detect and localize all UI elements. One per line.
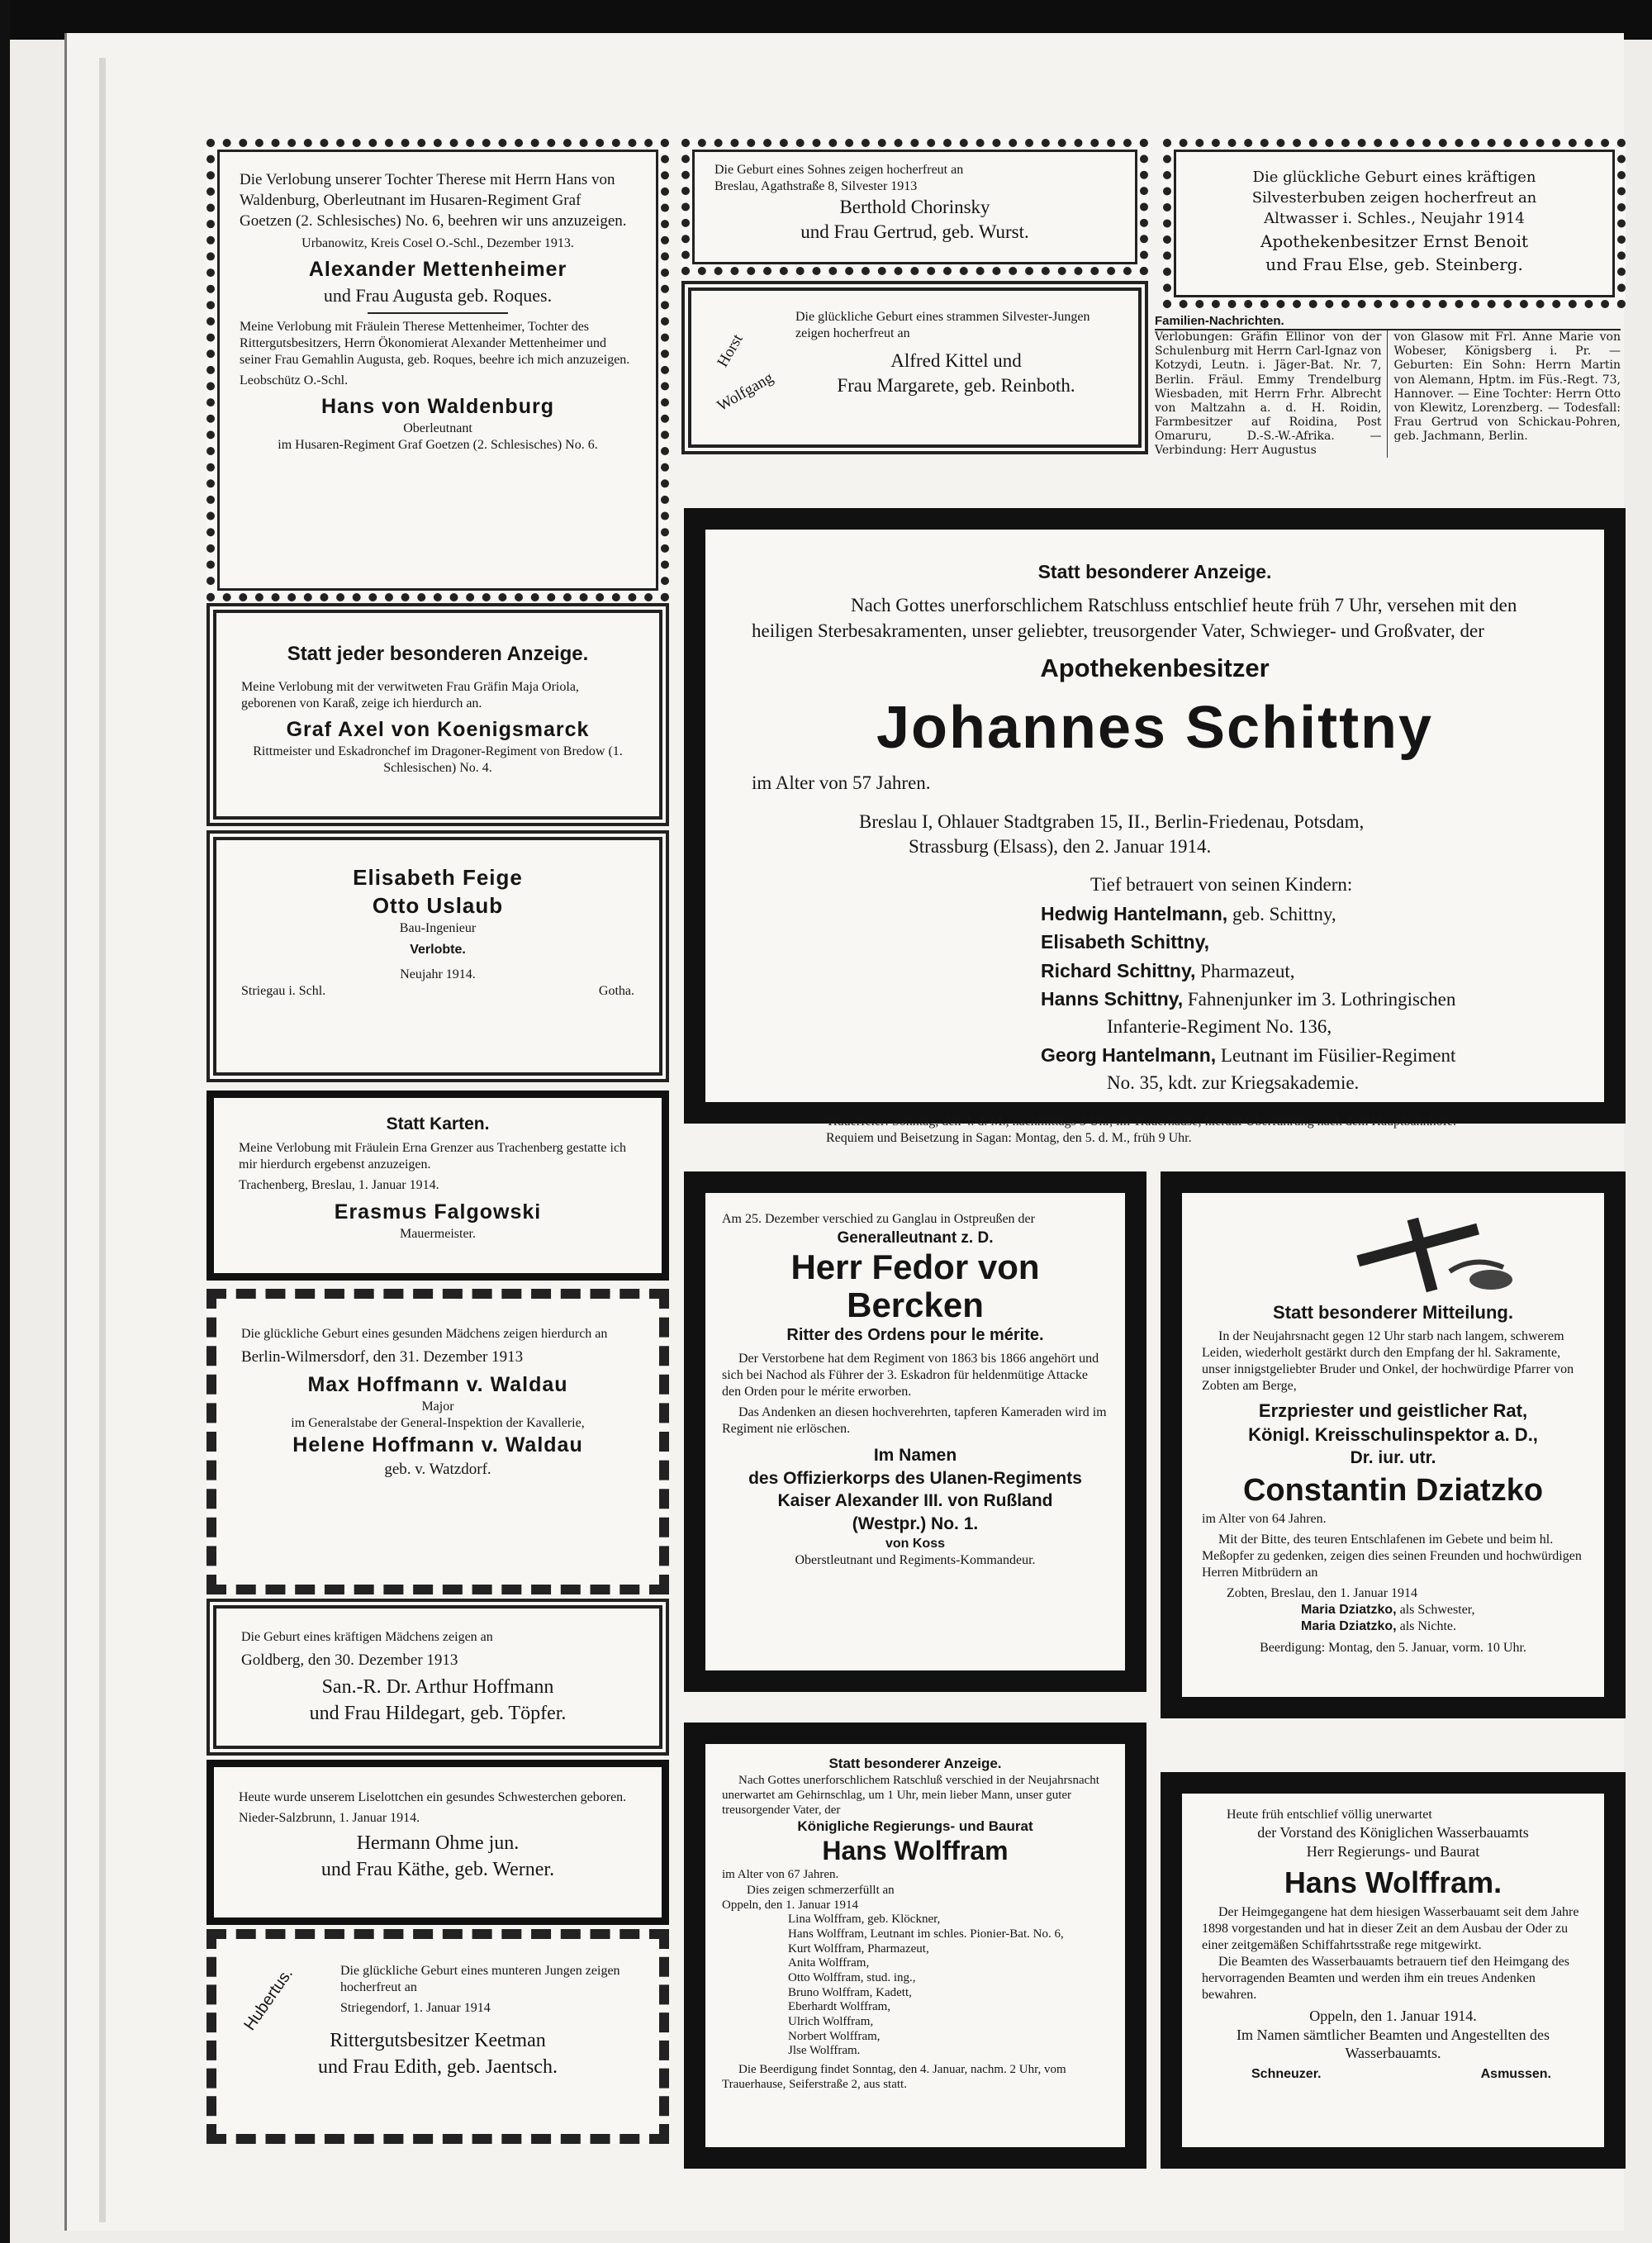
- family-member: Anita Wolffram,: [788, 1956, 870, 1970]
- notice-name: Rittergutsbesitzer Keetman: [330, 2030, 546, 2051]
- family-member: Ulrich Wolffram,: [788, 2015, 874, 2029]
- notice-text: im Generalstabe der General-Inspektion der Kavallerie,: [291, 1416, 585, 1431]
- page-fold-shadow: [99, 58, 106, 2222]
- deceased-title: Königl. Kreisschulinspektor a. D.,: [1248, 1424, 1538, 1446]
- child-detail: Leutnant im Füsilier-Regiment: [1216, 1044, 1456, 1066]
- birth-notice-ohme: [206, 1760, 669, 1925]
- engagement-notice-falgowski: [206, 1091, 669, 1281]
- notice-date: Neujahr 1914.: [400, 967, 476, 981]
- signature-title: Oberstleutnant und Regiments-Kommandeur.: [795, 1552, 1036, 1567]
- family-member: Norbert Wolffram,: [788, 2029, 881, 2043]
- obituary-wolffram-office: [1161, 1772, 1626, 2169]
- notice-text: Die glückliche Geburt eines kräftigen Silvesterbuben zeigen hocherfreut an: [1251, 169, 1537, 207]
- obituary-schittny: [684, 508, 1626, 1146]
- child-detail: No. 35, kdt. zur Kriegsakademie.: [1107, 1072, 1360, 1093]
- notice-regiment: im Husaren-Regiment Graf Goetzen (2. Schlesisches) No. 6.: [278, 438, 598, 453]
- deceased-title: Erzpriester und geistlicher Rat,: [1258, 1400, 1528, 1422]
- signature-name: Schneuzer.: [1251, 2066, 1322, 2081]
- notice-name: Frau Margarete, geb. Reinboth.: [837, 375, 1075, 397]
- child-detail: Infanterie-Regiment No. 136,: [1107, 1016, 1332, 1038]
- birth-notice-hoffmann-waldau: [206, 1289, 669, 1594]
- deceased-name: Constantin Dziatzko: [1242, 1472, 1544, 1508]
- notice-name: Hans von Waldenburg: [321, 395, 554, 419]
- children-list: [1041, 901, 1558, 1096]
- notice-heading: Statt jeder besonderen Anzeige.: [287, 643, 589, 665]
- signature-name: von Koss: [885, 1536, 945, 1551]
- child-name: Richard Schittny,: [1041, 959, 1196, 981]
- child-detail: Fahnenjunker im 3. Lothringischen: [1183, 988, 1456, 1010]
- notice-place: Striegendorf, 1. Januar 1914: [340, 2001, 491, 2015]
- deceased-name: Johannes Schittny: [876, 695, 1434, 762]
- notice-name: Otto Uslaub: [372, 893, 504, 919]
- notice-text: Nach Gottes unerforschlichem Ratschluß verschied in der Neujahrsnacht unerwartet am Gehirnschlag, um 1 Uhr, mein lieber Mann, unser guter treusorgender Vater, der: [722, 1773, 1099, 1818]
- notice-text: Herr Regierungs- und Baurat: [1306, 1842, 1480, 1860]
- notice-status: Verlobte.: [410, 942, 466, 957]
- notice-place: Oppeln, den 1. Januar 1914.: [1309, 2008, 1477, 2024]
- notice-heading: Statt Karten.: [386, 1114, 490, 1133]
- notice-job: Bau-Ingenieur: [399, 920, 477, 935]
- section-heading: Familien-Nachrichten.: [1155, 314, 1621, 330]
- notice-place: Altwasser i. Schles., Neujahr 1914: [1264, 210, 1525, 228]
- side-name: Horst: [714, 330, 747, 371]
- notice-text: Nach Gottes unerforschlichem Ratschluss entschlief heute früh 7 Uhr, versehen mit den heiligen Sterbesakramenten, unser geliebter, treusorgender Vater, Schwieger- und Großvater, der: [752, 595, 1517, 642]
- deceased-title: Dr. iur. utr.: [1350, 1448, 1436, 1468]
- notice-name: San.-R. Dr. Arthur Hoffmann: [321, 1676, 554, 1699]
- notice-name: Hermann Ohme jun.: [356, 1832, 520, 1854]
- notice-text: der Vorstand des Königlichen Wasserbauamts: [1257, 1824, 1529, 1841]
- family-member: Jlse Wolffram.: [788, 2044, 861, 2058]
- signature-line: Im Namen sämtlicher Beamten und Angestellten des Wasserbauamts.: [1237, 2026, 1550, 2061]
- notice-text: Meine Verlobung mit Fräulein Therese Mettenheimer, Tochter des Rittergutsbesitzers, Herrn Ökonomierat Alexander Mettenheimer und seiner Frau Gemahlin Augusta, geb. Roques, beehre ich mich anzuzeigen.: [240, 320, 630, 368]
- family-member: Bruno Wolffram, Kadett,: [788, 1985, 912, 1999]
- notice-place: Leobschütz O.-Schl.: [240, 373, 349, 388]
- deceased-order: Ritter des Ordens pour le mérite.: [786, 1326, 1044, 1345]
- child-name: Georg Hantelmann,: [1041, 1043, 1217, 1066]
- deceased-age: im Alter von 67 Jahren.: [722, 1868, 839, 1882]
- child-name: Hedwig Hantelmann,: [1041, 902, 1228, 924]
- deceased-age: im Alter von 57 Jahren.: [752, 772, 931, 794]
- divider: [368, 312, 508, 314]
- notice-place: Nieder-Salzbrunn, 1. Januar 1914.: [239, 1811, 420, 1825]
- notice-place: Trachenberg, Breslau, 1. Januar 1914.: [239, 1177, 439, 1192]
- child-detail: Pharmazeut,: [1195, 960, 1295, 981]
- deceased-name: Hans Wolffram.: [1284, 1865, 1502, 1899]
- obituary-wolffram-family: [684, 1723, 1146, 2169]
- notice-name: Alexander Mettenheimer: [308, 258, 567, 282]
- notice-places: [241, 983, 634, 1000]
- relative-detail: als Nichte.: [1396, 1618, 1457, 1633]
- notice-rank: Oberleutnant: [403, 421, 472, 436]
- obituary-dziatzko: [1161, 1171, 1626, 1718]
- notice-name: und Frau Gertrud, geb. Wurst.: [800, 221, 1029, 243]
- family-member: Lina Wolffram, geb. Klöckner,: [788, 1913, 941, 1927]
- notice-text: Heute wurde unserem Liselottchen ein gesundes Schwesterchen geboren.: [239, 1790, 627, 1804]
- notice-place: Striegau i. Schl.: [241, 983, 326, 998]
- engagement-notice-mettenheimer: [206, 139, 669, 601]
- obituary-bercken: [684, 1171, 1146, 1692]
- notice-text: Meine Verlobung mit Fräulein Erna Grenzer aus Trachenberg gestatte ich mir hierdurch ergebenst anzuzeigen.: [239, 1140, 627, 1171]
- notice-name: Berthold Chorinsky: [839, 197, 990, 217]
- deceased-name: Herr Fedor von Bercken: [790, 1247, 1040, 1325]
- funeral-info: Die Beerdigung findet Sonntag, den 4. Januar, nachm. 2 Uhr, vom Trauerhause, Seiferstraße 2, aus statt.: [722, 2063, 1066, 2092]
- family-list: [788, 1913, 1108, 2059]
- notice-job: Mauermeister.: [400, 1226, 476, 1241]
- notice-text: In der Neujahrsnacht gegen 12 Uhr starb nach langem, schwerem Leiden, wiederholt gestärkt durch den Empfang der hl. Sakramente, unser innigstgeliebter Bruder und Onkel, der hochwürdige Pfarrer von Zobten am Berge,: [1202, 1329, 1574, 1394]
- notice-name: Elisabeth Feige: [353, 865, 523, 890]
- child-name: Hanns Schittny,: [1041, 987, 1184, 1010]
- engagement-notice-feige-uslaub: [206, 830, 669, 1082]
- deceased-title: Königliche Regierungs- und Baurat: [797, 1818, 1033, 1834]
- side-name: Hubertus.: [240, 1965, 297, 2034]
- child-detail: geb. Schittny,: [1227, 903, 1336, 924]
- signatures: [1202, 2063, 1584, 2083]
- relative-name: Maria Dziatzko,: [1301, 1618, 1397, 1633]
- deceased-rank: Generalleutnant z. D.: [837, 1229, 994, 1247]
- notice-text: Die Verlobung unserer Tochter Therese mit Herrn Hans von Waldenburg, Oberleutnant im Husaren-Regiment Graf Goetzen (2. Schlesisches) No. 6, beehren wir uns anzuzeigen.: [240, 171, 627, 230]
- notice-place: Berlin-Wilmersdorf, den 31. Dezember 1913: [241, 1348, 524, 1366]
- family-member: Hans Wolffram, Leutnant im schles. Pionier-Bat. No. 6,: [788, 1927, 1064, 1941]
- funeral-info: Trauerfeier: Sonntag, den 4. d. M., nachmittags 3 Uhr, im Trauerhause; hierauf Überführung nach dem Hauptbahnhofe.: [826, 1114, 1457, 1129]
- deceased-title: Apothekenbesitzer: [1040, 653, 1270, 683]
- notice-name: und Frau Else, geb. Steinberg.: [1265, 254, 1523, 274]
- notice-place: Strassburg (Elsass), den 2. Januar 1914.: [909, 836, 1212, 858]
- notice-place: Zobten, Breslau, den 1. Januar 1914: [1227, 1585, 1418, 1600]
- notice-text: Der Verstorbene hat dem Regiment von 1863 bis 1866 angehört und sich bei Nachod als Führer der 3. Eskadron für heldenmütige Attacke den Orden pour le mérite erworben.: [722, 1351, 1099, 1399]
- relative-detail: als Schwester,: [1396, 1602, 1475, 1617]
- scan-border-left: [0, 0, 10, 2243]
- relative-name: Maria Dziatzko,: [1301, 1602, 1397, 1617]
- notice-name: Erasmus Falgowski: [334, 1200, 542, 1224]
- deceased-name: Hans Wolffram: [822, 1836, 1009, 1866]
- family-news-right: von Glasow mit Frl. Anne Marie von Wobeser, Königsberg i. Pr. — Geburten: Ein Sohn: Herrn Martin von Alemann, Hptm. im Füs.-Regt. 73, Hannover. — Eine Tochter: Herrn Otto von Klewitz, Lorenzberg. — Todesfall: Frau Gertrud von Schickau-Pohren, geb. Jachmann, Berlin.: [1393, 330, 1621, 443]
- signature-line: (Westpr.) No. 1.: [852, 1514, 979, 1533]
- family-news-column: [1150, 312, 1626, 457]
- notice-name: und Frau Edith, geb. Jaentsch.: [318, 2055, 558, 2078]
- notice-text: Dies zeigen schmerzerfüllt an: [747, 1883, 895, 1897]
- notice-text: Der Heimgegangene hat dem hiesigen Wasserbauamt seit dem Jahre 1898 vorgestanden und hat in dieser Zeit an dem Ausbau der Oder zu einer zeitgemäßen Schiffahrtsstraße rege mitgewirkt.: [1202, 1905, 1579, 1952]
- side-name: Wolfgang: [714, 368, 776, 416]
- notice-text: Die Beamten des Wasserbauamts betrauern tief den Heimgang des hervorragenden Beamten und werden ihm ein treues Andenken bewahren.: [1202, 1955, 1569, 2002]
- signature-line: Im Namen: [873, 1445, 957, 1465]
- notice-name: Alfred Kittel und: [890, 350, 1022, 371]
- birth-notice-kittel: [681, 281, 1148, 454]
- family-member: Otto Wolffram, stud. ing.,: [788, 1971, 916, 1985]
- funeral-info: Beerdigung: Montag, den 5. Januar, vorm. 10 Uhr.: [1260, 1640, 1526, 1655]
- family-news-left: Verlobungen: Gräfin Ellinor von der Schulenburg mit Herrn Carl-Ignaz von Kotzydi, Leutn. i. Jäger-Bat. Nr. 7, Berlin. Fräul. Emmy Trendelburg Wiesbaden, mit Herrn Frhr. Albrecht von Maltzahn a. d. H. Roidin, Farmbesitzer auf Roidina, Post Omaruru, D.-S.-W.-Afrika. — Verbindung: Herr Augustus: [1155, 330, 1388, 458]
- notice-text: Die glückliche Geburt eines gesunden Mädchens zeigen hierdurch an: [241, 1327, 608, 1341]
- family-member: Kurt Wolffram, Pharmazeut,: [788, 1941, 929, 1955]
- mourning-line: Tief betrauert von seinen Kindern:: [1090, 874, 1353, 896]
- funeral-info: Requiem und Beisetzung in Sagan: Montag, den 5. d. M., früh 9 Uhr.: [826, 1131, 1192, 1146]
- notice-name: Helene Hoffmann v. Waldau: [292, 1433, 583, 1457]
- birth-notice-keetman: [206, 1929, 669, 2144]
- notice-rank: Major: [421, 1399, 454, 1414]
- notice-place: Goldberg, den 30. Dezember 1913: [241, 1651, 458, 1669]
- notice-name: geb. v. Watzdorf.: [384, 1461, 491, 1479]
- signature-line: des Offizierkorps des Ulanen-Regiments: [748, 1468, 1082, 1488]
- child-name: Elisabeth Schittny,: [1041, 931, 1210, 953]
- engagement-notice-koenigsmarck: [206, 603, 669, 826]
- notice-place: Gotha.: [598, 983, 634, 998]
- signature-line: Kaiser Alexander III. von Rußland: [777, 1491, 1053, 1511]
- cross-icon: [1202, 1209, 1584, 1300]
- deceased-age: im Alter von 64 Jahren.: [1202, 1511, 1327, 1526]
- notice-place: Oppeln, den 1. Januar 1914: [722, 1898, 858, 1912]
- notice-name: Max Hoffmann v. Waldau: [307, 1373, 568, 1397]
- notice-text: Am 25. Dezember verschied zu Ganglau in Ostpreußen der: [722, 1212, 1035, 1226]
- birth-notice-chorinsky: [681, 139, 1148, 275]
- notice-name: Graf Axel von Koenigsmarck: [286, 717, 590, 741]
- notice-place: Breslau I, Ohlauer Stadtgraben 15, II., Berlin-Friedenau, Potsdam,: [859, 810, 1365, 832]
- notice-heading: Statt besonderer Anzeige.: [828, 1756, 1002, 1771]
- notice-text: Meine Verlobung mit der verwitweten Frau Gräfin Maja Oriola, geborenen von Karaß, zeige ich hierdurch an.: [241, 679, 579, 710]
- notice-name: und Frau Augusta geb. Roques.: [323, 285, 553, 307]
- notice-place: Urbanowitz, Kreis Cosel O.-Schl., Dezember 1913.: [301, 236, 574, 251]
- notice-name: und Frau Käthe, geb. Werner.: [320, 1858, 555, 1880]
- notice-text: Die Geburt eines kräftigen Mädchens zeigen an: [241, 1630, 493, 1644]
- notice-name: und Frau Hildegart, geb. Töpfer.: [309, 1702, 567, 1724]
- birth-notice-arthur-hoffmann: [206, 1599, 669, 1756]
- notice-place: Breslau, Agathstraße 8, Silvester 1913: [714, 179, 918, 193]
- notice-heading: Statt besonderer Mitteilung.: [1273, 1302, 1513, 1323]
- notice-text: Die glückliche Geburt eines munteren Jungen zeigen hocherfreut an: [340, 1964, 620, 1994]
- notice-name: Apothekenbesitzer Ernst Benoit: [1260, 230, 1529, 251]
- notice-text: Die glückliche Geburt eines strammen Silvester-Jungen zeigen hocherfreut an: [795, 310, 1090, 340]
- notice-text: Mit der Bitte, des teuren Entschlafenen im Gebete und beim hl. Meßopfer zu gedenken, zeigen dies seinen Freunden und hochwürdigen Herren Mitbrüdern an: [1202, 1532, 1582, 1580]
- birth-notice-benoit: [1163, 139, 1626, 308]
- signature-name: Asmussen.: [1480, 2066, 1551, 2081]
- family-member: Eberhardt Wolffram,: [788, 2000, 891, 2014]
- notice-heading: Statt besonderer Anzeige.: [1037, 561, 1272, 582]
- notice-text: Heute früh entschlief völlig unerwartet: [1227, 1808, 1432, 1822]
- notice-text: Die Geburt eines Sohnes zeigen hocherfreut an: [714, 163, 964, 177]
- notice-text: Rittmeister und Eskadronchef im Dragoner-Regiment von Bredow (1. Schlesischen) No. 4.: [253, 744, 623, 775]
- notice-text: Das Andenken an diesen hochverehrten, tapferen Kameraden wird im Regiment nie erlöschen.: [722, 1404, 1107, 1436]
